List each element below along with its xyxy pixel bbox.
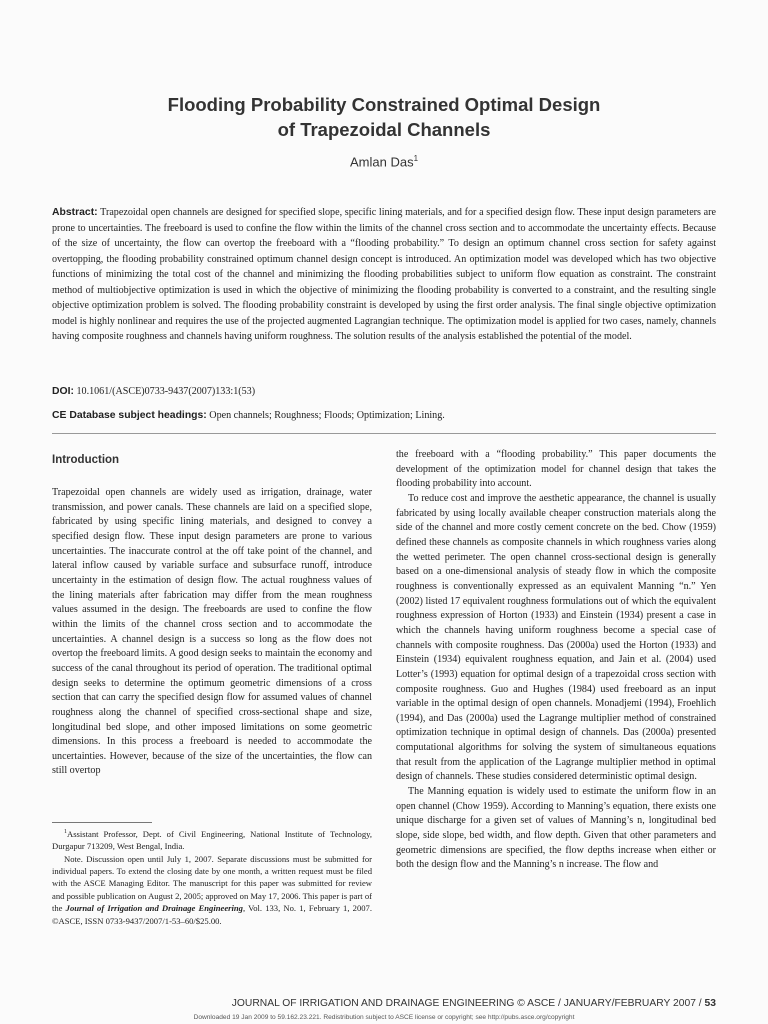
intro-paragraph-1: Trapezoidal open channels are widely used as irrigation, drainage, water transmission, and power canals. These channels are laid on a specified slope, fabricated by using specific lining materials, and designed to convey a specified design flow. These input design parameters are prone to various uncertainties. The inaccurate control at the off take point of the channel, and lateral inflow caused by variable surface and subsurface runoff, introduce uncertainty in the estimation of design flow. The actual roughness values of the lining materials after fabrication may differ from the mean roughness values assumed in the design. The freeboards are used to confine the flow within the limits of the channel cross section and to accommodate the uncertainties. A channel design is a success so long as the flow does not overtop the freeboard limits. A good design seeks to maintain the economy and success of the canal throughout its period of operation. The traditional optimal design seeks to determine the optimum geometric dimensions of a cross section that can carry the specified design flow for assumed values of channel roughness along the channel of specified cross-sectional shape and size, longitudinal bed slope, and other imposed limitations on some geometric dimensions. In this process a freeboard is needed to accommodate the uncertainties. However, because of the size of the uncertainties, the flow can still overtop — [52, 487, 372, 777]
left-column — [52, 486, 372, 779]
abstract-text: Trapezoidal open channels are designed for specified slope, specific lining materials, and for a specified design flow. These input design parameters are prone to uncertainties. The freeboard is used to confine the flow within the limits of the channel cross section and to accommodate the uncertainty effects. Because of the size of uncertainty, the flow can overtop the freeboard with a “flooding probability.” To design an optimum channel cross section for safety against overtopping, the flooding probability constrained optimum channel design concept is introduced. An optimization model was developed which has two objective functions of minimizing the total cost of the channel and minimizing the flooding probabilities subject to uniform flow equation as constraint. The constraint method of multiobjective optimization is used in which the objective of minimizing the flooding probability is converted to a constraint, and the resulting single objective optimization problem is solved. The flooding probability constraint is developed by using the first order analysis. The final single objective optimization model is highly nonlinear and requires the use of the projected augmented Lagrangian technique. The optimization model is applied for two cases, namely, channels having composite roughness and channels having uniform roughness. The solution results of the analysis established the potential of the model. — [52, 207, 716, 342]
download-notice: Downloaded 19 Jan 2009 to 59.162.23.221. Redistribution subject to ASCE license or copyright; see http://pubs.asce.org/copyright — [193, 1014, 575, 1021]
footnote-note-text-pre: Note. Discussion open until July 1, 2007. Separate discussions must be submitted for individual papers. To extend the closing date by one month, a written request must be filed with the ASCE Managing Editor. The manuscript for this paper was submitted for review and possible publication on August 2, 2005; approved on May 17, 2006. This paper is part of the — [52, 853, 372, 914]
subject-headings-label: CE Database subject headings: — [52, 410, 207, 421]
footnote-note — [52, 853, 372, 927]
header-divider — [52, 433, 716, 434]
subject-headings-value: Open channels; Roughness; Floods; Optimization; Lining. — [209, 410, 445, 421]
subject-headings-line — [52, 410, 445, 421]
page-number: 53 — [704, 998, 716, 1009]
title-line-1: Flooding Probability Constrained Optimal Design — [167, 94, 601, 115]
author-name: Amlan Das — [349, 154, 414, 170]
footnote-affiliation-text: Assistant Professor, Dept. of Civil Engineering, National Institute of Technology, Durgapur 713209, West Bengal, India. — [52, 828, 372, 852]
section-heading-introduction: Introduction — [52, 454, 120, 466]
author-line — [60, 154, 708, 169]
abstract — [52, 205, 716, 345]
footnote-divider — [52, 822, 152, 823]
right-column — [396, 448, 716, 873]
right-paragraph-1: the freeboard with a “flooding probability.” This paper documents the development of the optimization model for channel design that takes the flooding probability into account. — [396, 449, 716, 490]
doi-value: 10.1061/(ASCE)0733-9437(2007)133:1(53) — [76, 386, 256, 397]
footnote-marker: 1 — [64, 829, 67, 835]
right-paragraph-2: To reduce cost and improve the aesthetic appearance, the channel is usually fabricated by using locally available cheaper construction materials along the side of the channel and more costly cement concrete on the bed. Chow (1959) defined these channels as composite channels in which roughness varies along the wetted perimeter. The open channel cross-sectional design is generally based on a one-dimensional analysis of steady flow in which the composite roughness is conventionally expressed as an equivalent Manning “n.” Yen (2002) listed 17 equivalent roughness formulations out of which the equivalent roughness expression of Horton (1933) and Einstein (1934) present a case in which the channels having uniform roughness become a special case of channels with composite roughness. Das (2000a) used the Horton (1933) and Einstein (1934) equivalent roughness equation, and Jain et al. (2004) used Lotter’s (1993) equation for optimal design of a trapezoidal cross section with composite roughness. Guo and Hughes (1984) used freeboard as an input variable in the optimal design of open channels. Monadjemi (1994), Froehlich (1994), and Das (2000a) used the Lagrange multiplier method of constrained optimization technique in optimal design of channels. Das (2000a) presented computational algorithms for solving the system of simultaneous equations that result from the application of the Lagrange multiplier method in optimal design of channels. These studies considered deterministic optimal design. — [396, 492, 716, 783]
footnote-affiliation — [52, 826, 372, 853]
right-paragraph-3: The Manning equation is widely used to estimate the uniform flow in an open channel (Chow 1959). According to Manning’s equation, there exists one unique discharge for a given set of values of Manning’s n, longitudinal bed slope, side slope, bed width, and flow depth. Given that other parameters and geometric dimensions are specified, the flow depths increase when either or both the design flow and the Manning’s n increase. The flow and — [396, 786, 716, 871]
title-line-2: of Trapezoidal Channels — [277, 119, 491, 140]
footnote-journal-name: Journal of Irrigation and Drainage Engineering — [65, 903, 243, 914]
doi-line — [52, 386, 255, 397]
author-footnote-marker: 1 — [413, 154, 419, 163]
journal-footer-text: JOURNAL OF IRRIGATION AND DRAINAGE ENGINEERING © ASCE / JANUARY/FEBRUARY 2007 / — [231, 998, 702, 1009]
paper-title — [60, 92, 708, 142]
journal-footer — [232, 998, 716, 1009]
footnote-note-text-post: , Vol. 133, No. 1, February 1, 2007. ©ASCE, ISSN 0733-9437/2007/1-53–60/$25.00. — [52, 903, 372, 926]
abstract-label: Abstract: — [52, 207, 98, 218]
footnotes — [52, 826, 372, 927]
doi-label: DOI: — [52, 386, 74, 397]
